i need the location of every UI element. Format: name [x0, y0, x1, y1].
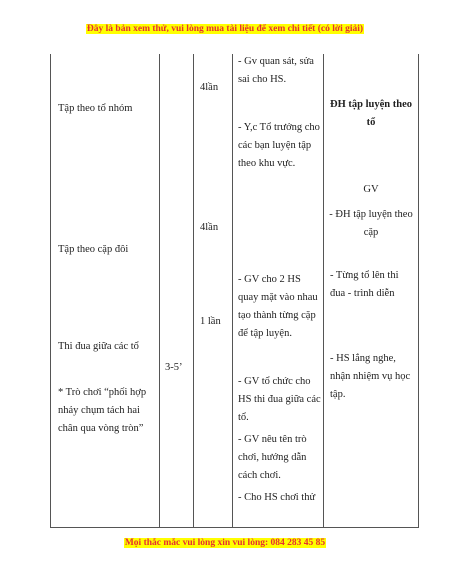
header-notice: Đây là bản xem thử, vui lòng mua tài liệu để xem chi tiết (có lời giải)	[86, 24, 364, 34]
teacher-note: cách chơi.	[238, 470, 281, 481]
teacher-note: - GV cho 2 HS	[238, 274, 301, 285]
teacher-note: các bạn luyện tập	[238, 140, 312, 151]
group-practice-text: Tập theo tổ nhóm	[58, 103, 133, 114]
teacher-note: theo khu vực.	[238, 158, 296, 169]
competition-note-2: đua - trình diễn	[330, 288, 395, 299]
teacher-note: để tập luyện.	[238, 328, 292, 339]
game-line-2: nhảy chụm tách hai	[58, 405, 140, 416]
listen-note: - HS lắng nghe,	[330, 353, 396, 364]
teacher-note: chơi, hướng dẫn	[238, 452, 307, 463]
team-competition-text: Thi đua giữa các tổ	[58, 341, 139, 352]
pair-formation-2: cặp	[363, 227, 379, 238]
teacher-note: - Y,c Tổ trưởng cho	[238, 122, 320, 133]
teacher-note: - GV tổ chức cho	[238, 376, 311, 387]
time-value: 3-5’	[165, 362, 183, 373]
pair-formation: - ĐH tập luyện theo	[329, 209, 413, 220]
reps-group: 4lần	[200, 82, 219, 93]
teacher-note: HS thi đua giữa các	[238, 394, 321, 405]
formation-heading-2: tổ	[366, 117, 376, 128]
game-line-3: chân qua vòng tròn”	[58, 423, 144, 434]
teacher-note: tạo thành từng cặp	[238, 310, 316, 321]
reps-competition: 1 lần	[200, 316, 221, 327]
reps-pair: 4lần	[200, 222, 219, 233]
footer-notice: Mọi thắc mắc vui lòng xin vui lòng: 084 283 45 85	[124, 538, 326, 548]
game-line-1: * Trò chơi “phối hợp	[58, 387, 147, 398]
competition-note: - Từng tổ lên thi	[330, 270, 399, 281]
teacher-note: tổ.	[238, 412, 249, 423]
teacher-note: quay mặt vào nhau	[238, 292, 318, 303]
formation-heading: ĐH tập luyện theo	[330, 99, 412, 110]
pair-practice-text: Tập theo cặp đôi	[58, 244, 129, 255]
teacher-note: sai cho HS.	[238, 74, 287, 85]
listen-note-2: nhận nhiệm vụ học	[330, 371, 411, 382]
teacher-note: - Cho HS chơi thử	[238, 492, 316, 503]
listen-note-3: tập.	[330, 389, 346, 400]
teacher-note: - GV nêu tên trò	[238, 434, 307, 445]
gv-label: GV	[363, 184, 379, 195]
teacher-note: - Gv quan sát, sửa	[238, 56, 314, 67]
